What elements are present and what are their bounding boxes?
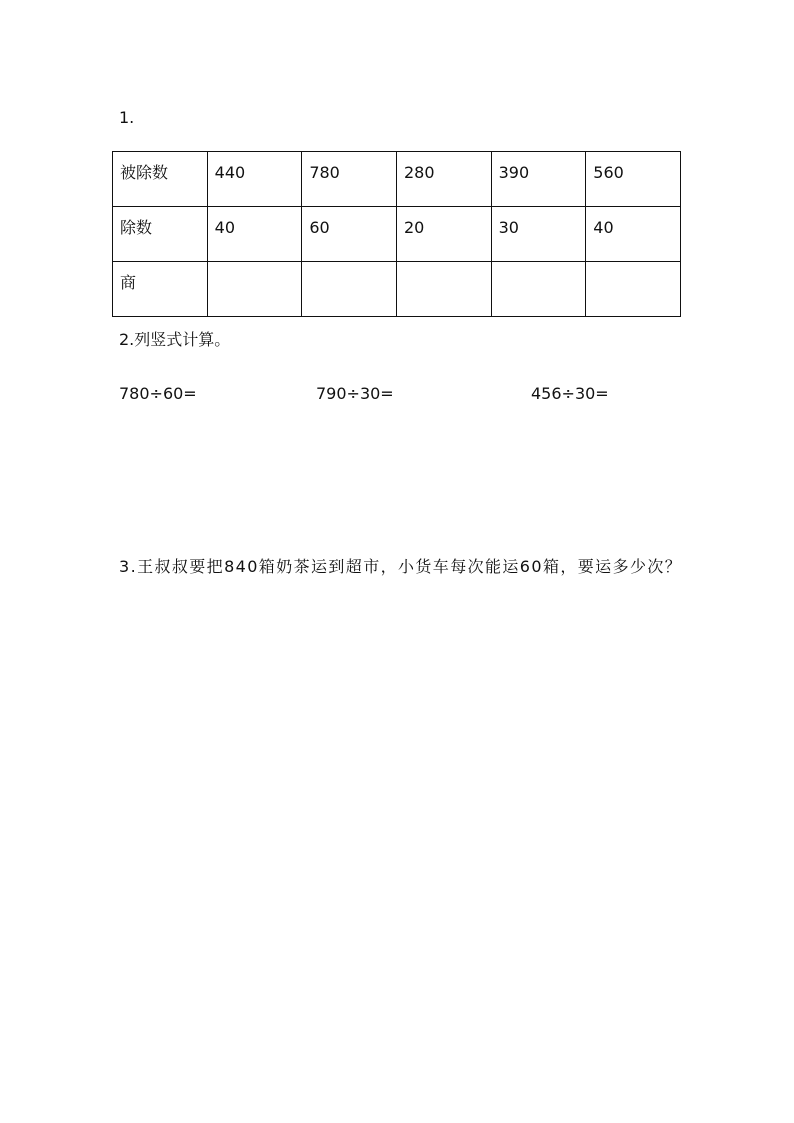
question-1-number: 1. <box>119 108 135 127</box>
table-cell: 780 <box>302 152 397 207</box>
table-cell: 280 <box>396 152 491 207</box>
table-cell: 30 <box>491 207 586 262</box>
answer-cell[interactable] <box>396 262 491 317</box>
table-row-quotient <box>113 262 681 317</box>
table-cell: 440 <box>207 152 302 207</box>
answer-cell[interactable] <box>491 262 586 317</box>
division-table <box>112 151 681 317</box>
table-cell: 560 <box>586 152 681 207</box>
row-label-dividend: 被除数 <box>113 152 208 207</box>
table-row-dividend <box>113 152 681 207</box>
calc-problem-1: 780÷60= <box>119 384 197 403</box>
row-label-quotient: 商 <box>113 262 208 317</box>
table-cell: 40 <box>207 207 302 262</box>
question-2-title: 2.列竖式计算。 <box>119 330 231 349</box>
table-cell: 40 <box>586 207 681 262</box>
calc-problem-3: 456÷30= <box>531 384 609 403</box>
table-cell: 20 <box>396 207 491 262</box>
table-cell: 390 <box>491 152 586 207</box>
calc-problem-2: 790÷30= <box>316 384 394 403</box>
answer-cell[interactable] <box>207 262 302 317</box>
table-row-divisor <box>113 207 681 262</box>
row-label-divisor: 除数 <box>113 207 208 262</box>
answer-cell[interactable] <box>302 262 397 317</box>
table-cell: 60 <box>302 207 397 262</box>
answer-cell[interactable] <box>586 262 681 317</box>
question-3-text: 3.王叔叔要把840箱奶茶运到超市，小货车每次能运60箱，要运多少次？ <box>119 557 683 576</box>
